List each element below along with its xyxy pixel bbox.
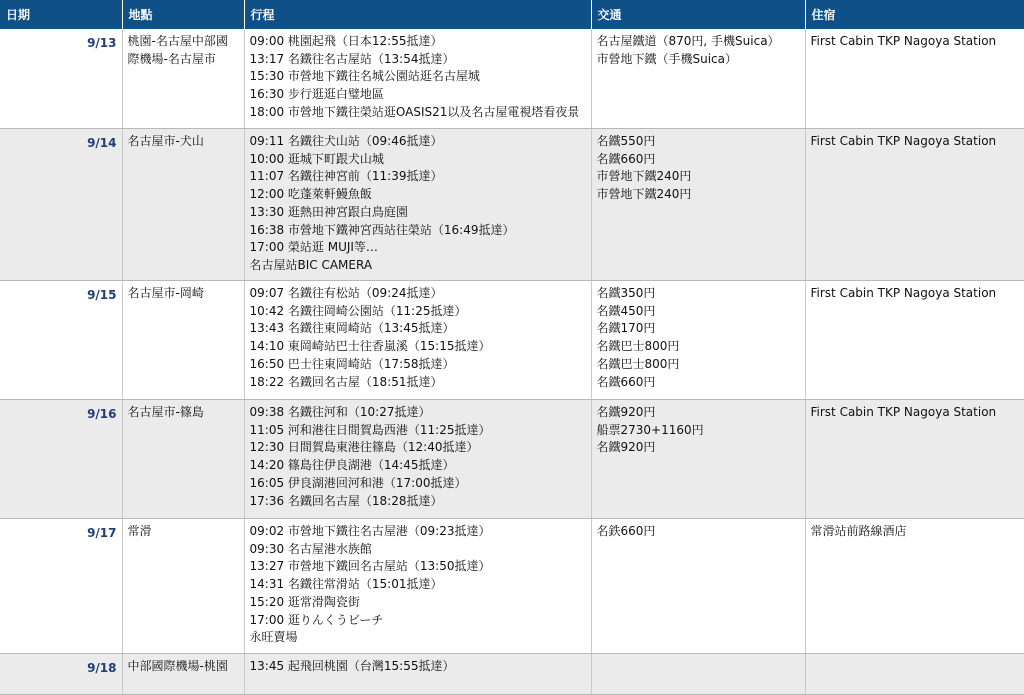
cell-hotel[interactable]: First Cabin TKP Nagoya Station — [805, 400, 1024, 519]
cell-itinerary[interactable] — [244, 281, 591, 400]
itinerary-line: 17:00 逛りんくうビーチ — [249, 612, 384, 627]
itinerary-line: 14:10 東岡崎站巴士往香嵐溪（15:15抵達） — [249, 339, 491, 354]
cell-itinerary[interactable] — [244, 654, 591, 695]
itinerary-line: 14:31 名鐵往常滑站（15:01抵達） — [249, 577, 443, 592]
cell-date[interactable]: 9/14 — [0, 129, 122, 281]
cell-transport[interactable] — [591, 29, 805, 129]
table-row — [0, 29, 1024, 129]
itinerary-line: 15:20 逛常滑陶瓷街 — [249, 594, 360, 609]
itinerary-line: 09:00 桃園起飛（日本12:55抵達） — [249, 34, 443, 48]
table-row — [0, 519, 1024, 654]
itinerary-line: 15:30 市營地下鐵往名城公園站逛名古屋城 — [249, 69, 480, 84]
table-row — [0, 281, 1024, 400]
itinerary-line: 09:38 名鐵往河和（10:27抵達） — [249, 405, 431, 419]
itinerary-line: 11:07 名鐵往神宮前（11:39抵達） — [249, 169, 443, 184]
itinerary-line: 永旺賣場 — [249, 630, 298, 645]
header-transport[interactable]: 交通 — [591, 0, 805, 29]
cell-place[interactable]: 名古屋市-犬山 — [122, 129, 244, 281]
cell-place[interactable]: 桃園-名古屋中部國際機場-名古屋市 — [122, 29, 244, 129]
itinerary-line: 18:00 市營地下鐵往榮站逛OASIS21以及名古屋電視塔看夜景 — [249, 104, 580, 119]
itinerary-line: 13:43 名鐵往東岡崎站（13:45抵達） — [249, 321, 455, 336]
cell-itinerary[interactable] — [244, 519, 591, 654]
cell-itinerary[interactable] — [244, 29, 591, 129]
transport-line: 市營地下鐵240円 — [596, 187, 692, 202]
itinerary-line: 09:02 市營地下鐵往名古屋港（09:23抵達） — [249, 524, 491, 538]
itinerary-line: 17:00 榮站逛 MUJI等… — [249, 240, 378, 255]
cell-itinerary[interactable] — [244, 400, 591, 519]
transport-line: 名鐵350円 — [596, 286, 656, 300]
header-row — [0, 0, 1024, 29]
table-row — [0, 654, 1024, 695]
itinerary-line: 18:22 名鐵回名古屋（18:51抵達） — [249, 374, 443, 389]
transport-line: 名鐵920円 — [596, 440, 656, 455]
itinerary-line: 16:50 巴士往東岡崎站（17:58抵達） — [249, 356, 455, 371]
cell-transport[interactable] — [591, 654, 805, 695]
cell-date[interactable]: 9/13 — [0, 29, 122, 129]
transport-line: 名鐵550円 — [596, 134, 656, 148]
cell-place[interactable]: 名古屋市-岡崎 — [122, 281, 244, 400]
cell-hotel[interactable]: First Cabin TKP Nagoya Station — [805, 29, 1024, 129]
table-row — [0, 129, 1024, 281]
itinerary-line: 13:45 起飛回桃園（台灣15:55抵達） — [249, 659, 455, 673]
itinerary-line: 17:36 名鐵回名古屋（18:28抵達） — [249, 493, 443, 508]
cell-itinerary[interactable] — [244, 129, 591, 281]
itinerary-line: 13:30 逛熱田神宮跟白鳥庭園 — [249, 204, 408, 219]
transport-line: 名鐵巴士800円 — [596, 356, 680, 371]
itinerary-line: 16:38 市營地下鐵神宮西站往榮站（16:49抵達） — [249, 222, 515, 237]
cell-date[interactable]: 9/15 — [0, 281, 122, 400]
transport-line: 名鉄660円 — [596, 524, 656, 538]
transport-line: 市營地下鐵（手機Suica） — [596, 51, 738, 66]
cell-date[interactable]: 9/17 — [0, 519, 122, 654]
itinerary-line: 名古屋站BIC CAMERA — [249, 257, 373, 272]
header-place[interactable]: 地點 — [122, 0, 244, 29]
transport-line: 名鐵巴士800円 — [596, 339, 680, 354]
itinerary-line: 12:00 吃蓬萊軒鰻魚飯 — [249, 187, 372, 202]
transport-line: 名鐵660円 — [596, 151, 656, 166]
transport-line: 名鐵920円 — [596, 405, 656, 419]
header-date[interactable]: 日期 — [0, 0, 122, 29]
itinerary-line: 12:30 日間賀島東港往篠島（12:40抵達） — [249, 440, 479, 455]
itinerary-line: 16:05 伊良湖港回河和港（17:00抵達） — [249, 475, 467, 490]
itinerary-line: 10:00 逛城下町跟犬山城 — [249, 151, 384, 166]
header-hotel[interactable]: 住宿 — [805, 0, 1024, 29]
transport-line: 船票2730+1160円 — [596, 422, 704, 437]
table-row — [0, 400, 1024, 519]
itinerary-line: 10:42 名鐵往岡崎公園站（11:25抵達） — [249, 303, 467, 318]
itinerary-line: 13:27 市營地下鐵回名古屋站（13:50抵達） — [249, 559, 491, 574]
transport-line: 名鐵450円 — [596, 303, 656, 318]
cell-place[interactable]: 名古屋市-篠島 — [122, 400, 244, 519]
itinerary-line: 14:20 篠島往伊良湖港（14:45抵達） — [249, 458, 455, 473]
transport-line: 名鐵170円 — [596, 321, 656, 336]
itinerary-line: 16:30 步行逛逛白璧地區 — [249, 87, 384, 102]
cell-transport[interactable] — [591, 281, 805, 400]
cell-place[interactable]: 中部國際機場-桃園 — [122, 654, 244, 695]
cell-date[interactable]: 9/16 — [0, 400, 122, 519]
transport-line: 市營地下鐵240円 — [596, 169, 692, 184]
cell-hotel[interactable]: 常滑站前路線酒店 — [805, 519, 1024, 654]
cell-place[interactable]: 常滑 — [122, 519, 244, 654]
transport-line: 名鐵660円 — [596, 374, 656, 389]
cell-hotel[interactable]: First Cabin TKP Nagoya Station — [805, 281, 1024, 400]
cell-hotel[interactable] — [805, 654, 1024, 695]
cell-transport[interactable] — [591, 400, 805, 519]
itinerary-line: 11:05 河和港往日間賀島西港（11:25抵達） — [249, 422, 491, 437]
transport-line: 名古屋鐵道（870円, 手機Suica） — [596, 34, 780, 48]
itinerary-line: 09:07 名鐵往有松站（09:24抵達） — [249, 286, 443, 300]
itinerary-line: 09:11 名鐵往犬山站（09:46抵達） — [249, 134, 443, 148]
cell-date[interactable]: 9/18 — [0, 654, 122, 695]
header-itinerary[interactable]: 行程 — [244, 0, 591, 29]
itinerary-line: 13:17 名鐵往名古屋站（13:54抵達） — [249, 51, 455, 66]
itinerary-line: 09:30 名古屋港水族館 — [249, 541, 372, 556]
cell-hotel[interactable]: First Cabin TKP Nagoya Station — [805, 129, 1024, 281]
cell-transport[interactable] — [591, 129, 805, 281]
cell-transport[interactable] — [591, 519, 805, 654]
